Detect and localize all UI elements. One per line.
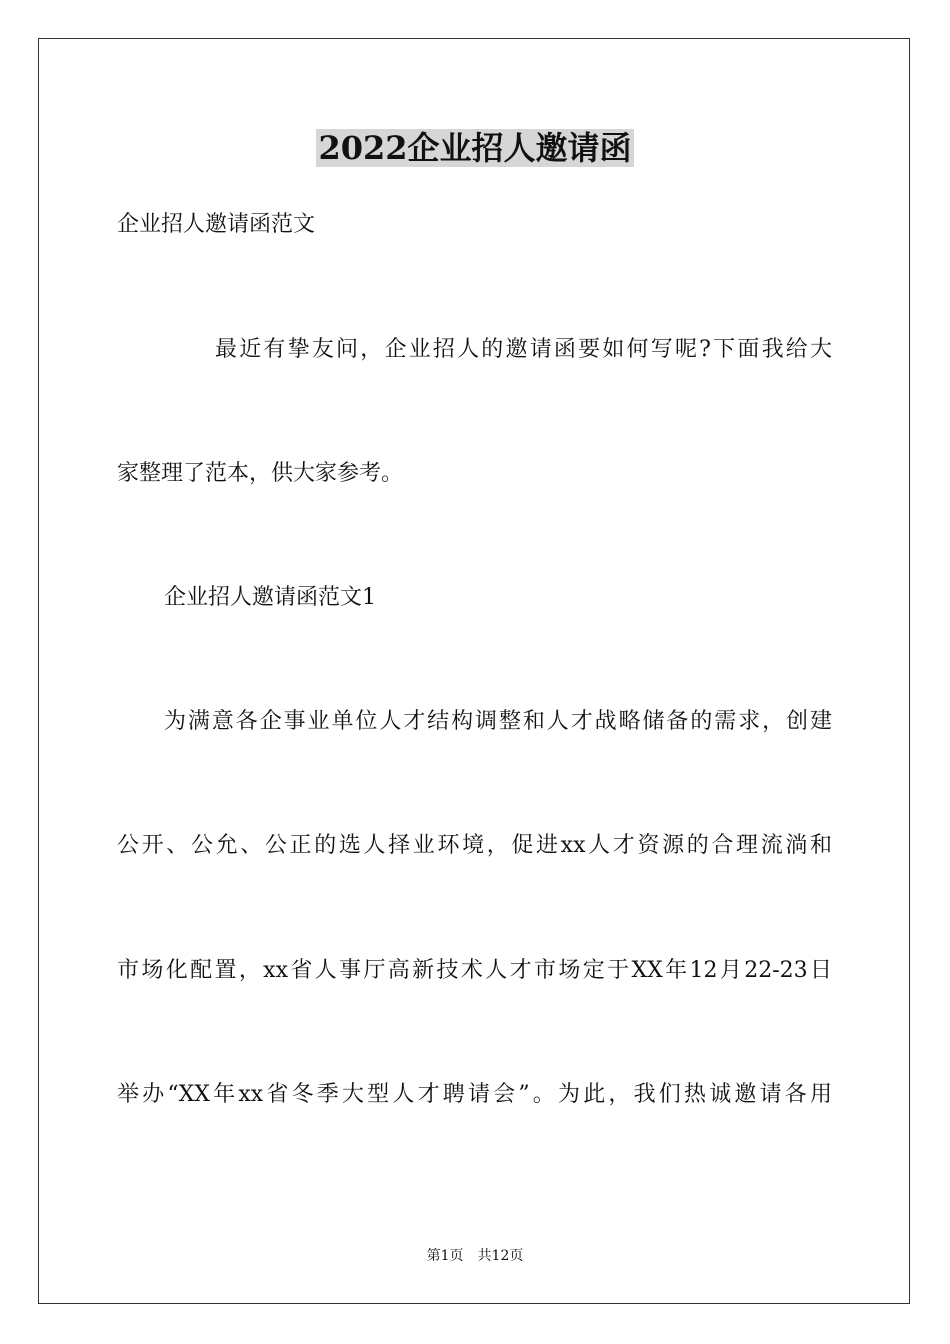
section-heading: 企业招人邀请函范文1 — [164, 585, 376, 610]
document-title-text: 2022企业招人邀请函 — [318, 129, 632, 167]
document-title — [0, 128, 950, 168]
paragraph-line: 公开、公允、公正的选人择业环境，促进xx人才资源的合理流淌和 — [117, 833, 832, 858]
document-subtitle: 企业招人邀请函范文 — [117, 212, 316, 237]
paragraph-line: 家整理了范本，供大家参考。 — [117, 461, 404, 486]
paragraph-line: 举办“XX年xx省冬季大型人才聘请会”。为此，我们热诚邀请各用 — [117, 1082, 832, 1107]
paragraph-line: 为满意各企事业单位人才结构调整和人才战略储备的需求，创建 — [164, 709, 832, 734]
paragraph-line: 市场化配置，xx省人事厅高新技术人才市场定于XX年12月22-23日 — [117, 958, 832, 983]
paragraph-line: 最近有挚友问，企业招人的邀请函要如何写呢?下面我给大 — [215, 337, 832, 362]
page-footer: 第1页 共12页 — [426, 1248, 524, 1264]
